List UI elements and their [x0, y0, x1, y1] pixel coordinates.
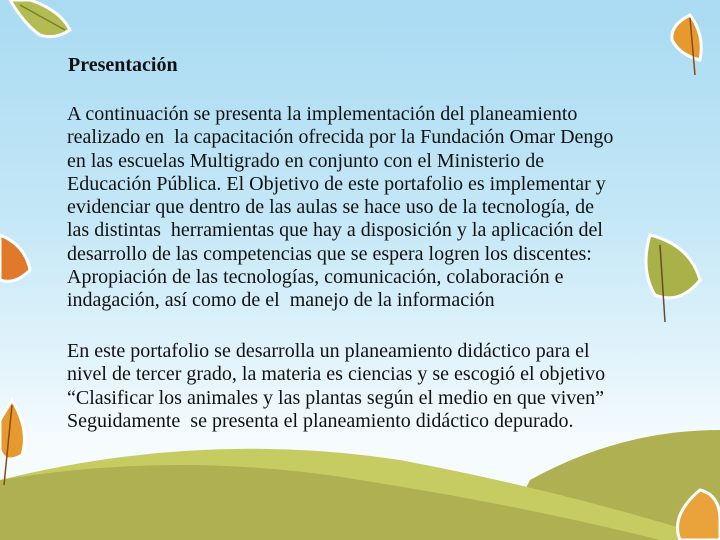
text-line: las distintas herramientas que hay a disposición y la aplicación del	[67, 219, 603, 242]
text-line: evidenciar que dentro de las aulas se hace uso de la tecnología, de	[67, 196, 595, 219]
text-line: en las escuelas Multigrado en conjunto con el Ministerio de	[67, 149, 545, 172]
text-line: “Clasificar los animales y las plantas según el medio en que viven”	[67, 386, 605, 409]
text-line: realizado en la capacitación ofrecida por la Fundación Omar Dengo	[67, 126, 614, 149]
leaf-icon	[0, 400, 24, 485]
leaf-icon	[646, 235, 700, 322]
text-line: Apropiación de las tecnologías, comunicación, colaboración e	[67, 266, 564, 289]
text-line: nivel de tercer grado, la materia es ciencias y se escogió el objetivo	[67, 363, 606, 386]
text-line: Educación Pública. El Objetivo de este portafolio es implementar y	[67, 172, 606, 195]
text-line: indagación, así como de el manejo de la información	[67, 289, 495, 312]
text-line: Seguidamente se presenta el planeamiento didáctico depurado.	[67, 409, 574, 432]
leaf-icon	[672, 15, 701, 75]
leaf-icon	[0, 235, 30, 281]
text-line: A continuación se presenta la implementación del planeamiento	[67, 103, 578, 125]
text-line: desarrollo de las competencias que se espera logren los discentes:	[67, 242, 592, 265]
leaf-icon	[10, 0, 70, 37]
portfolio-paragraph	[67, 340, 605, 433]
text-line: En este portafolio se desarrolla un planeamiento didáctico para el	[67, 340, 590, 362]
intro-paragraph	[67, 103, 613, 313]
slide-title: Presentación	[68, 54, 178, 76]
